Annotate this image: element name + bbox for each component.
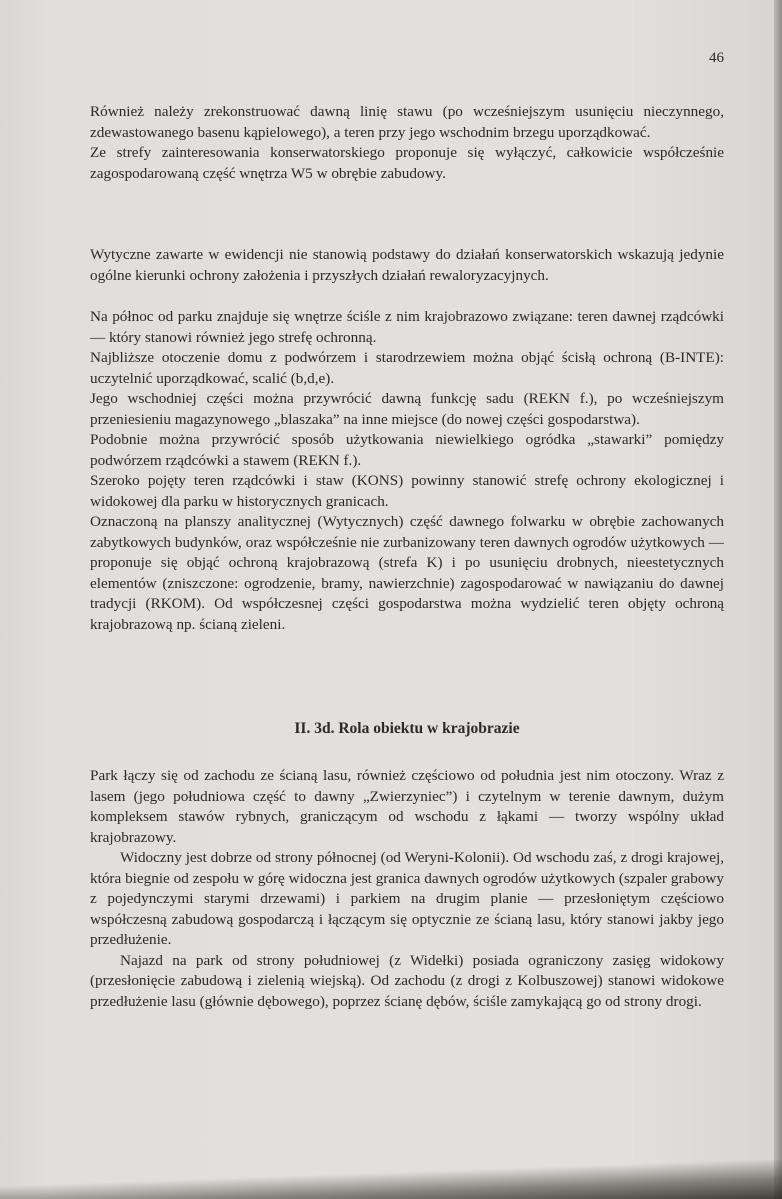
- paragraph: Najbliższe otoczenie domu z podwórzem i starodrzewiem można objąć ścisłą ochroną (B-INTE): uczytelnić uporządkować, scalić (b,d,e).: [90, 349, 724, 387]
- section-landscape: [90, 766, 724, 1012]
- paragraph: Oznaczoną na planszy analitycznej (Wytycznych) część dawnego folwarku w obrębie zachowanych zabytkowych budynków, oraz współcześnie nie zurbanizowany teren dawnych ogrodów użytkowych — proponuje się objąć ochroną krajobrazową (strefa K) i po usunięciu drobnych, nieestetycznych elementów (zniszczone: ogrodzenie, bramy, nawierzchnie) zagospodarować w nawiązaniu do dawnej tradycji (RKOM). Od współczesnej części gospodarstwa można wydzielić teren objęty ochroną krajobrazową np. ścianą zieleni.: [90, 513, 724, 633]
- section-guidelines: [90, 245, 724, 286]
- paragraph: Ze strefy zainteresowania konserwatorskiego proponuje się wyłączyć, całkowicie współcześnie zagospodarowaną część wnętrza W5 w obrębie zabudowy.: [90, 144, 724, 182]
- paragraph: Park łączy się od zachodu ze ścianą lasu, również częściowo od południa jest nim otoczony. Wraz z lasem (jego południowa część to dawny „Zwierzyniec”) i czytelnym w terenie dawnym, dużym kompleksem stawów rybnych, graniczącym od wschodu z łąkami — tworzy wspólny układ krajobrazowy.: [90, 767, 724, 846]
- paragraph: Jego wschodniej części można przywrócić dawną funkcję sadu (REKN f.), po wcześniejszym przeniesieniu magazynowego „blaszaka” na inne miejsce (do nowej części gospodarstwa).: [90, 390, 724, 428]
- scan-shadow: [0, 1159, 782, 1199]
- page-number: 46: [709, 50, 724, 66]
- paragraph: Również należy zrekonstruować dawną linię stawu (po wcześniejszym usunięciu nieczynnego, zdewastowanego basenu kąpielowego), a teren przy jego wschodnim brzegu uporządkować.: [90, 103, 724, 141]
- paragraph: Na północ od parku znajduje się wnętrze ściśle z nim krajobrazowo związane: teren dawnej rządcówki — który stanowi również jego strefę ochronną.: [90, 308, 724, 346]
- paragraph: Podobnie można przywrócić sposób użytkowania niewielkiego ogródka „stawarki” pomiędzy podwórzem rządcówki a stawem (REKN f.).: [90, 431, 724, 469]
- paragraph: Widoczny jest dobrze od strony północnej (od Weryni-Kolonii). Od wschodu zaś, z drogi krajowej, która biegnie od zespołu w górę widoczna jest granica dawnych ogrodów użytkowych (szpaler grabowy z pojedynczymi starymi drzewami) i parkiem na drugim planie — przesłoniętym częściowo współczesną zabudową gospodarczą i łączącym się optycznie ze ścianą lasu, który stanowi jakby jego przedłużenie.: [90, 849, 724, 948]
- paragraph: Wytyczne zawarte w ewidencji nie stanowią podstawy do działań konserwatorskich wskazują jedynie ogólne kierunki ochrony założenia i przyszłych działań rewaloryzacyjnych.: [90, 246, 724, 284]
- section-heading: II. 3d. Rola obiektu w krajobrazie: [294, 720, 520, 737]
- section-pond-restoration: [90, 102, 724, 184]
- section-stewardship: [90, 307, 724, 635]
- paragraph: Najazd na park od strony południowej (z Widełki) posiada ograniczony zasięg widokowy (przesłonięcie zabudową i zielenią wiejską). Od zachodu (z drogi z Kolbuszowej) stanowi widokowe przedłużenie lasu (głównie dębowego), poprzez ścianę dębów, ściśle zamykającą go od strony drogi.: [90, 951, 724, 1010]
- paragraph: Szeroko pojęty teren rządcówki i staw (KONS) powinny stanowić strefę ochrony ekologicznej i widokowej dla parku w historycznych granicach.: [90, 472, 724, 510]
- page-edge: [774, 0, 782, 1199]
